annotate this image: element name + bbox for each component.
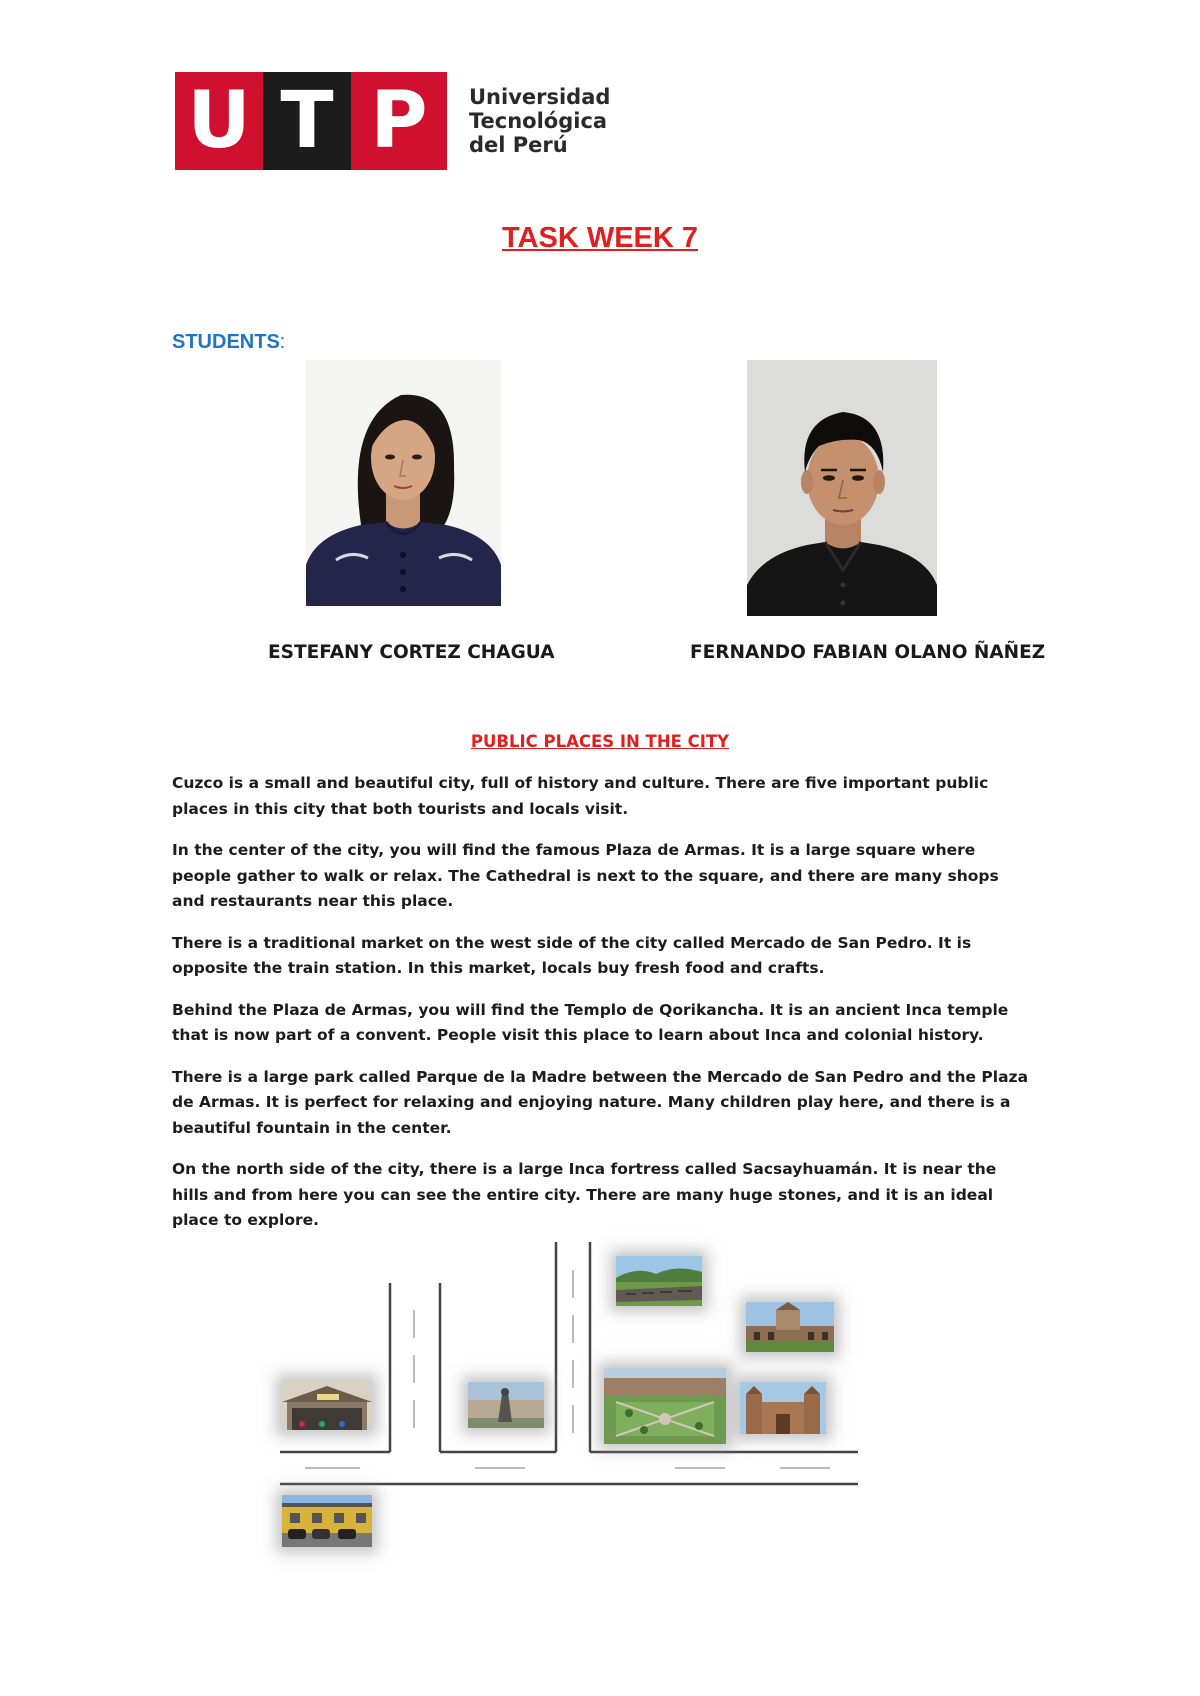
train-station-illustration xyxy=(282,1495,372,1547)
student-name-1: ESTEFANY CORTEZ CHAGUA xyxy=(268,642,555,663)
map-photo-qorikancha xyxy=(746,1302,834,1352)
student-photo-2-illustration xyxy=(747,360,937,616)
plaza-illustration xyxy=(604,1368,726,1444)
logo-wordmark xyxy=(469,72,610,170)
student-photo-1-illustration xyxy=(306,360,501,606)
city-map-roads xyxy=(0,1230,1200,1570)
paragraph-sacsayhuaman: On the north side of the city, there is a large Inca fortress called Sacsayhuamán. It is near the hills and from here you can see the entire city. There are many huge stones, and it is an ideal place to explore. xyxy=(172,1160,997,1229)
logo-letter-t: T xyxy=(263,72,351,170)
logo-letter-p: P xyxy=(351,72,447,170)
map-photo-parque-de-la-madre xyxy=(468,1382,544,1428)
logo-letter-u: U xyxy=(175,72,263,170)
document-title: TASK WEEK 7 xyxy=(501,222,699,254)
students-label-colon: : xyxy=(279,331,286,353)
paragraph-intro: Cuzco is a small and beautiful city, full of history and culture. There are five important public places in this city that both tourists and locals visit. xyxy=(172,774,989,818)
body-text xyxy=(172,771,1032,1250)
students-label-text: STUDENTS xyxy=(172,331,280,353)
temple-illustration xyxy=(746,1302,834,1352)
students-label xyxy=(172,331,285,354)
paragraph-qorikancha: Behind the Plaza de Armas, you will find the Templo de Qorikancha. It is an ancient Inca temple that is now part of a convent. People visit this place to learn about Inca and colonial history. xyxy=(172,1000,1009,1044)
map-photo-cathedral xyxy=(740,1382,826,1434)
paragraph-mercado-san-pedro: There is a traditional market on the west side of the city called Mercado de San Pedro. It is opposite the train station. In this market, locals buy fresh food and crafts. xyxy=(172,933,972,977)
student-photo-1 xyxy=(306,360,501,606)
utp-logo xyxy=(175,72,610,170)
city-map xyxy=(0,1230,1200,1570)
logo-line-1: Universidad xyxy=(469,85,611,109)
map-photo-plaza-de-armas xyxy=(604,1368,726,1444)
student-photo-2 xyxy=(747,360,937,616)
section-title: PUBLIC PLACES IN THE CITY xyxy=(470,732,730,751)
market-illustration xyxy=(282,1380,372,1430)
map-photo-sacsayhuaman xyxy=(616,1256,702,1306)
fortress-illustration xyxy=(616,1256,702,1306)
paragraph-plaza-de-armas: In the center of the city, you will find the famous Plaza de Armas. It is a large square where people gather to walk or relax. The Cathedral is next to the square, and there are many shops and restaurants near this place. xyxy=(172,841,999,910)
paragraph-parque-de-la-madre: There is a large park called Parque de la Madre between the Mercado de San Pedro and the Plaza de Armas. It is perfect for relaxing and enjoying nature. Many children play here, and there is a beautiful fountain in the center. xyxy=(172,1067,1029,1137)
logo-line-2: Tecnológica xyxy=(469,109,608,133)
student-name-2: FERNANDO FABIAN OLANO ÑAÑEZ xyxy=(690,642,1046,663)
park-illustration xyxy=(468,1382,544,1428)
map-photo-mercado-san-pedro xyxy=(282,1380,372,1430)
map-photo-train-station xyxy=(282,1495,372,1547)
logo-line-3: del Perú xyxy=(469,133,568,157)
cathedral-illustration xyxy=(740,1382,826,1434)
